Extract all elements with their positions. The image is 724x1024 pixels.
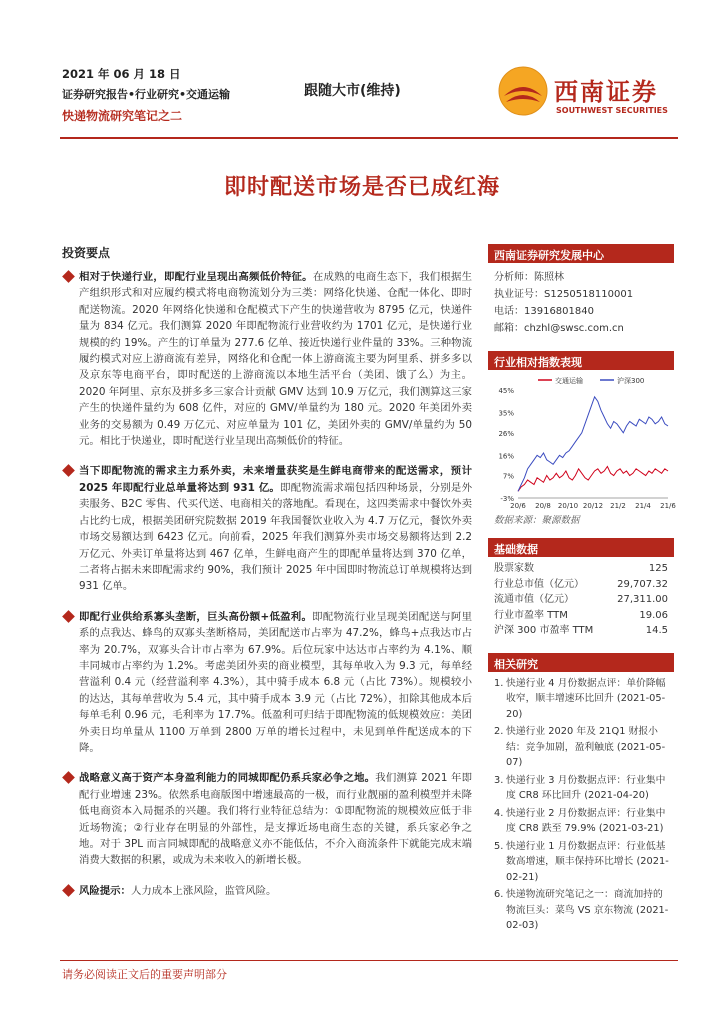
highlight-body: 即配物流行业呈现美团配送与阿里系的点我达、蜂鸟的双寡头垄断格局，美团配送市占率为 47.2%，蜂鸟+点我达市占率为 20.7%，双寡头合计市占率为 67.9%。后位玩家中达达市占率约为 4.1%、顺丰同城市占率约为 1.2%。考虑美团外卖的商业模型，其每单收入为 9.3 元，每单经营溢利 0.4 元（经营溢利率 4.3%），其中骑手成本 6.8 元（占比 73%）。规模较小的达达，其每单营收为 5.4 元，其中骑手成本 3.9 元（占比 72%），扣除其他成本后每单毛利 0.96 元，毛利率为 17.7%。低盈利可归结于即配物流的低规模效应：美团外卖日均单量从 1100 万单到 2800 万单的增长过程中，未见到单件配送成本的下降。 (79, 610, 472, 754)
diamond-bullet-icon (62, 884, 75, 897)
stat-value: 19.06 (639, 609, 668, 621)
related-num: 3. (494, 774, 504, 786)
perf-title-bar: 行业相对指数表现 (488, 351, 674, 370)
rating: 跟随大市(维持) (304, 83, 401, 99)
chart-source: 数据来源：聚源数据 (494, 515, 580, 526)
logo-emblem-icon (498, 66, 548, 116)
related-item[interactable] (494, 773, 670, 804)
stat-value: 125 (648, 563, 668, 574)
report-series: 快递物流研究笔记之二 (62, 109, 183, 123)
basic-data-bar: 基础数据 (488, 538, 674, 557)
related-text: 快递行业 1 月份数据点评：行业低基数高增速，顺丰保持环比增长 (2021-02-21) (506, 840, 669, 883)
x-tick-label: 20/6 (510, 502, 526, 510)
related-text: 快递物流研究笔记之一：商流加持的物流巨头：菜鸟 VS 京东物流 (2021-02-03) (506, 889, 669, 932)
research-center-bar: 西南证券研究发展中心 (488, 244, 674, 263)
section-title: 投资要点 (62, 246, 111, 260)
performance-chart-svg (488, 370, 674, 510)
x-tick-label: 21/6 (660, 502, 676, 510)
x-tick-label: 21/2 (610, 502, 626, 510)
related-text: 快递行业 4 月份数据点评：单价降幅收窄，顺丰增速环比回升 (2021-05-20) (506, 677, 666, 720)
highlight-body: 我们测算 2021 年即配行业增速 23%。依然系电商版图中增速最高的一极，而行业靓丽的盈利模型并未降低电商资本入局掘杀的兴趣。我们将行业特征总结为：①即配物流的规模效应低于非近场物流；②行业存在明显的外部性，是支撑近场电商生态的关键，系兵家必争之地。对于 3PL 而言同城即配的战略意义亦不能低估，不介入商流条件下就能完成末端消费大数据的积累，或成为未来收入的新增长极。 (79, 772, 472, 867)
analyst-email[interactable]: 邮箱：chzhl@swsc.com.cn (494, 323, 624, 334)
series-line-transport (518, 467, 668, 492)
company-logo (498, 64, 678, 124)
related-num: 6. (494, 889, 504, 901)
stat-value: 29,707.32 (617, 578, 668, 590)
performance-chart (488, 370, 674, 510)
related-research-list (488, 672, 674, 934)
report-type: 证券研究报告•行业研究•交通运输 (62, 88, 231, 101)
related-num: 1. (494, 677, 504, 689)
report-date: 2021 年 06 月 18 日 (62, 67, 181, 81)
related-num: 2. (494, 726, 504, 738)
related-item[interactable] (494, 839, 670, 886)
y-tick-label: -3% (500, 495, 514, 503)
related-num: 4. (494, 807, 504, 819)
highlight-body: 即配物流需求端包括四种场景，分别是外卖服务、B2C 零售、代买代送、电商相关的落地配。看现在，这四类需求中餐饮外卖占比约七成，根据美团研究院数据 2019 年我国餐饮业收入为 4.7 万亿元，餐饮外卖市场交易额达到 6423 亿元。向前看，2025 年我们测算外卖市场交易额将达到 2.2 万亿元、外卖订单量将达到 467 亿单，生鲜电商产生的即配单量将达到 370 亿单，二者将占据未来即配需求约 90%，我们预计 2025 年中国即时物流总订单规模将达到 931 亿单。 (79, 481, 472, 593)
y-tick-label: 16% (498, 452, 514, 461)
x-tick-label: 20/8 (535, 502, 551, 510)
analyst-info (488, 263, 674, 337)
highlight-body: 人力成本上涨风险，监管风险。 (130, 884, 277, 897)
report-title: 即时配送市场是否已成红海 (223, 175, 500, 200)
highlight-item (62, 463, 472, 594)
diamond-bullet-icon (62, 270, 75, 283)
related-text: 快递行业 2 月份数据点评：行业集中度 CR8 跌至 79.9% (2021-03-21) (506, 807, 666, 835)
related-num: 5. (494, 840, 504, 852)
related-item[interactable] (494, 887, 670, 934)
highlight-lead: 即配行业供给系寡头垄断，巨头高份额+低盈利。 (79, 610, 313, 623)
footer-divider (60, 960, 678, 961)
stat-row (494, 577, 668, 593)
related-research-bar: 相关研究 (488, 653, 674, 672)
logo-text-en: SOUTHWEST SECURITIES (556, 106, 668, 115)
disclaimer-notice[interactable]: 请务必阅读正文后的重要声明部分 (62, 968, 227, 981)
highlight-item (62, 883, 472, 899)
stat-row (494, 561, 668, 577)
related-text: 快递行业 2020 年及 21Q1 财报小结：竞争加剧，盈利触底 (2021-05-07) (506, 726, 666, 769)
stat-value: 14.5 (645, 625, 668, 637)
analyst-license: 执业证号：S1250518110001 (494, 289, 634, 300)
x-tick-label: 20/10 (557, 502, 579, 510)
related-item[interactable] (494, 676, 670, 723)
stat-value: 27,311.00 (617, 594, 668, 606)
diamond-bullet-icon (62, 772, 75, 785)
highlight-item (62, 609, 472, 757)
y-tick-label: 26% (498, 429, 514, 438)
analyst-name: 分析师：陈照林 (494, 272, 564, 283)
diamond-bullet-icon (62, 465, 75, 478)
sidebar (488, 244, 674, 936)
stat-row (494, 608, 668, 624)
x-tick-label: 21/4 (635, 502, 651, 510)
highlight-lead: 战略意义高于资产本身盈利能力的同城即配仍系兵家必争之地。 (79, 772, 376, 785)
stat-label: 行业市盈率 TTM (494, 609, 568, 621)
y-tick-label: 7% (502, 472, 514, 481)
x-tick-label: 20/12 (582, 502, 604, 510)
y-tick-label: 45% (498, 387, 514, 395)
highlight-body: 在成熟的电商生态下，我们根据生产组织形式和对应履约模式将电商物流划分为三类：网络化快递、仓配一体化、即时配送物流。2020 年网络化快递和仓配模式下产生的快递营收为 8795 亿元，快递件量为 834 亿元。我们测算 2020 年即配物流行业营收约为 1701 亿元，是快递行业规模的约 19%。产生的订单量为 277.6 亿单、接近快递行业件量的 33%。三种物流履约模式对应上游商流有差异，网络化和仓配一体上游商流主要为阿里系、拼多多以及京东等电商平台，即时配送的上游商流以本地生活平台（美团、饿了么）为主。2020 年阿里、京东及拼多多三家合计贡献 GMV 达到 10.9 万亿元，我们测算这三家产生的快递件量约为 608 亿件，对应的 GMV/单量约为 180 元。2020 年美团外卖业务的交易额为 0.49 万亿元、对应单量为 101 亿，美团外卖的 GMV/单量约为 50 元。相比于快递业，即时配送行业呈现出高频低价的特征。 (79, 271, 473, 448)
related-item[interactable] (494, 724, 670, 771)
highlight-lead: 相对于快递行业，即配行业呈现出高频低价特征。 (79, 271, 313, 283)
related-text: 快递行业 3 月份数据点评：行业集中度 CR8 环比回升 (2021-04-20) (506, 774, 666, 802)
stat-label: 沪深 300 市盈率 TTM (494, 625, 594, 637)
legend-label: 交通运输 (555, 377, 583, 385)
header-divider (60, 137, 678, 139)
stat-row (494, 623, 668, 639)
stat-label: 行业总市值（亿元） (494, 578, 584, 590)
investment-highlights (62, 244, 472, 913)
y-tick-label: 35% (498, 409, 514, 418)
series-line-csi300 (518, 397, 668, 492)
diamond-bullet-icon (62, 610, 75, 623)
highlight-item (62, 269, 472, 449)
report-header (62, 60, 676, 132)
stat-label: 流通市值（亿元） (494, 594, 574, 606)
highlight-lead: 风险提示： (79, 884, 131, 897)
highlight-lead: 当下即配物流的需求主力系外卖，未来增量获奖是生鲜电商带来的配送需求，预计 2025 年即配行业总单量将达到 931 亿。 (79, 465, 472, 494)
analyst-phone: 电话：13916801840 (494, 306, 594, 317)
related-item[interactable] (494, 806, 670, 837)
highlight-item (62, 770, 472, 868)
basic-data-table (488, 557, 674, 639)
stat-row (494, 592, 668, 608)
legend-label: 沪深300 (617, 377, 645, 385)
stat-label: 股票家数 (494, 563, 534, 574)
logo-text-cn: 西南证券 (554, 77, 658, 106)
